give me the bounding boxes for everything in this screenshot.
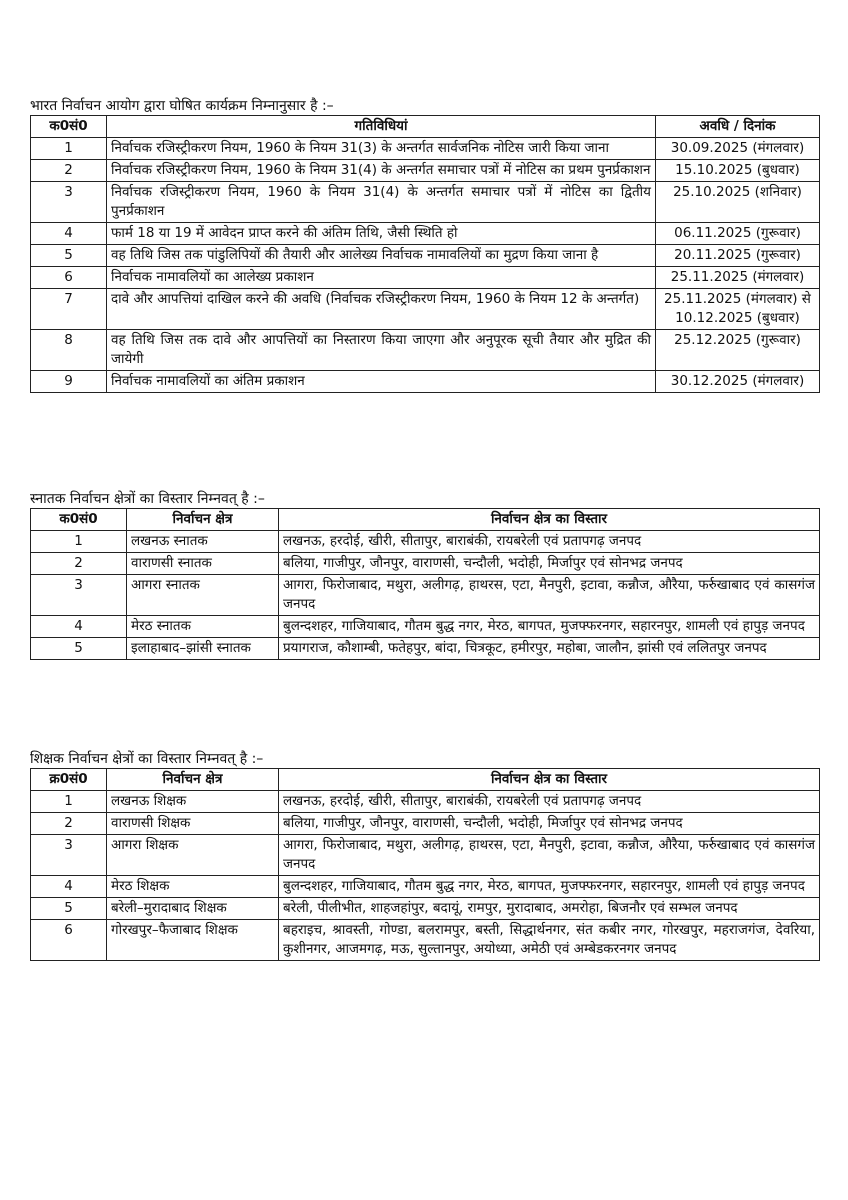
table-row bbox=[31, 138, 820, 160]
graduate-header-row bbox=[31, 509, 820, 531]
table-row bbox=[31, 553, 820, 575]
table-row bbox=[31, 898, 820, 920]
table-row bbox=[31, 223, 820, 245]
constituency-name: आगरा शिक्षक bbox=[107, 835, 279, 876]
constituency-name: लखनऊ शिक्षक bbox=[107, 791, 279, 813]
col-header-extent: निर्वाचन क्षेत्र का विस्तार bbox=[279, 769, 820, 791]
serial-number: 3 bbox=[31, 835, 107, 876]
table-row bbox=[31, 371, 820, 393]
serial-number: 1 bbox=[31, 531, 127, 553]
constituency-extent: बुलन्दशहर, गाजियाबाद, गौतम बुद्ध नगर, मेरठ, बागपत, मुजफ्फरनगर, सहारनपुर, शामली एवं हापुड़ जनपद bbox=[279, 616, 820, 638]
activity-text: निर्वाचक रजिस्ट्रीकरण नियम, 1960 के नियम 31(4) के अन्तर्गत समाचार पत्रों में नोटिस का द्वितीय पुनर्प्रकाशन bbox=[107, 182, 656, 223]
col-header-constituency: निर्वाचन क्षेत्र bbox=[127, 509, 279, 531]
serial-number: 3 bbox=[31, 575, 127, 616]
table-row bbox=[31, 791, 820, 813]
col-header-sno: क0सं0 bbox=[31, 509, 127, 531]
schedule-header-row bbox=[31, 116, 820, 138]
serial-number: 7 bbox=[31, 289, 107, 330]
constituency-name: मेरठ स्नातक bbox=[127, 616, 279, 638]
table-row bbox=[31, 245, 820, 267]
constituency-name: वाराणसी शिक्षक bbox=[107, 813, 279, 835]
activity-text: निर्वाचक रजिस्ट्रीकरण नियम, 1960 के नियम 31(4) के अन्तर्गत समाचार पत्रों में नोटिस का प्रथम पुनर्प्रकाशन bbox=[107, 160, 656, 182]
table-row bbox=[31, 330, 820, 371]
date-value: 20.11.2025 (गुरूवार) bbox=[656, 245, 820, 267]
table-row bbox=[31, 920, 820, 961]
serial-number: 4 bbox=[31, 616, 127, 638]
constituency-name: गोरखपुर–फैजाबाद शिक्षक bbox=[107, 920, 279, 961]
constituency-extent: बुलन्दशहर, गाजियाबाद, गौतम बुद्ध नगर, मेरठ, बागपत, मुजफ्फरनगर, सहारनपुर, शामली एवं हापुड़ जनपद bbox=[279, 876, 820, 898]
table-row bbox=[31, 813, 820, 835]
col-header-extent: निर्वाचन क्षेत्र का विस्तार bbox=[279, 509, 820, 531]
date-value: 25.11.2025 (मंगलवार) bbox=[656, 267, 820, 289]
constituency-name: बरेली–मुरादाबाद शिक्षक bbox=[107, 898, 279, 920]
serial-number: 5 bbox=[31, 638, 127, 660]
table-row bbox=[31, 289, 820, 330]
schedule-table bbox=[30, 115, 820, 393]
constituency-name: वाराणसी स्नातक bbox=[127, 553, 279, 575]
constituency-extent: लखनऊ, हरदोई, खीरी, सीतापुर, बाराबंकी, रायबरेली एवं प्रतापगढ़ जनपद bbox=[279, 531, 820, 553]
table-row bbox=[31, 876, 820, 898]
teacher-header-row bbox=[31, 769, 820, 791]
serial-number: 9 bbox=[31, 371, 107, 393]
teacher-caption: शिक्षक निर्वाचन क्षेत्रों का विस्तार निम्नवत् है :– bbox=[30, 751, 264, 767]
constituency-extent: बरेली, पीलीभीत, शाहजहांपुर, बदायूं, रामपुर, मुरादाबाद, अमरोहा, बिजनौर एवं सम्भल जनपद bbox=[279, 898, 820, 920]
constituency-name: लखनऊ स्नातक bbox=[127, 531, 279, 553]
col-header-date: अवधि / दिनांक bbox=[656, 116, 820, 138]
serial-number: 5 bbox=[31, 245, 107, 267]
date-value: 30.12.2025 (मंगलवार) bbox=[656, 371, 820, 393]
serial-number: 1 bbox=[31, 138, 107, 160]
table-row bbox=[31, 616, 820, 638]
activity-text: निर्वाचक नामावलियों का आलेख्य प्रकाशन bbox=[107, 267, 656, 289]
constituency-extent: बलिया, गाजीपुर, जौनपुर, वाराणसी, चन्दौली, भदोही, मिर्जापुर एवं सोनभद्र जनपद bbox=[279, 553, 820, 575]
col-header-activity: गतिविधियां bbox=[107, 116, 656, 138]
table-row bbox=[31, 531, 820, 553]
constituency-extent: प्रयागराज, कौशाम्बी, फतेहपुर, बांदा, चित्रकूट, हमीरपुर, महोबा, जालौन, झांसी एवं ललितपुर जनपद bbox=[279, 638, 820, 660]
schedule-caption: भारत निर्वाचन आयोग द्वारा घोषित कार्यक्रम निम्नानुसार है :– bbox=[30, 98, 334, 114]
teacher-table bbox=[30, 768, 820, 961]
serial-number: 2 bbox=[31, 813, 107, 835]
date-value: 30.09.2025 (मंगलवार) bbox=[656, 138, 820, 160]
table-row bbox=[31, 267, 820, 289]
date-range-end: 10.12.2025 (बुधवार) bbox=[675, 310, 800, 326]
activity-text: फार्म 18 या 19 में आवेदन प्राप्त करने की अंतिम तिथि, जैसी स्थिति हो bbox=[107, 223, 656, 245]
serial-number: 6 bbox=[31, 267, 107, 289]
date-value: 06.11.2025 (गुरूवार) bbox=[656, 223, 820, 245]
table-row bbox=[31, 575, 820, 616]
constituency-extent: लखनऊ, हरदोई, खीरी, सीतापुर, बाराबंकी, रायबरेली एवं प्रतापगढ़ जनपद bbox=[279, 791, 820, 813]
graduate-caption: स्नातक निर्वाचन क्षेत्रों का विस्तार निम्नवत् है :– bbox=[30, 491, 265, 507]
serial-number: 6 bbox=[31, 920, 107, 961]
graduate-table bbox=[30, 508, 820, 660]
serial-number: 2 bbox=[31, 160, 107, 182]
constituency-extent: बलिया, गाजीपुर, जौनपुर, वाराणसी, चन्दौली, भदोही, मिर्जापुर एवं सोनभद्र जनपद bbox=[279, 813, 820, 835]
activity-text: निर्वाचक रजिस्ट्रीकरण नियम, 1960 के नियम 31(3) के अन्तर्गत सार्वजनिक नोटिस जारी किया जाना bbox=[107, 138, 656, 160]
constituency-extent: आगरा, फिरोजाबाद, मथुरा, अलीगढ़, हाथरस, एटा, मैनपुरी, इटावा, कन्नौज, औरैया, फर्रुखाबाद एवं कासगंज जनपद bbox=[279, 575, 820, 616]
serial-number: 1 bbox=[31, 791, 107, 813]
constituency-extent: आगरा, फिरोजाबाद, मथुरा, अलीगढ़, हाथरस, एटा, मैनपुरी, इटावा, कन्नौज, औरैया, फर्रुखाबाद एवं कासगंज जनपद bbox=[279, 835, 820, 876]
constituency-extent: बहराइच, श्रावस्ती, गोण्डा, बलरामपुर, बस्ती, सिद्धार्थनगर, संत कबीर नगर, गोरखपुर, महराजगंज, देवरिया, कुशीनगर, आजमगढ़, मऊ, सुल्तानपुर, अयोध्या, अमेठी एवं अम्बेडकरनगर जनपद bbox=[279, 920, 820, 961]
serial-number: 5 bbox=[31, 898, 107, 920]
serial-number: 2 bbox=[31, 553, 127, 575]
col-header-sno: क0सं0 bbox=[31, 116, 107, 138]
date-value: 25.12.2025 (गुरूवार) bbox=[656, 330, 820, 371]
graduate-section bbox=[30, 490, 820, 660]
date-value: 15.10.2025 (बुधवार) bbox=[656, 160, 820, 182]
constituency-name: आगरा स्नातक bbox=[127, 575, 279, 616]
date-range-start: 25.11.2025 (मंगलवार) से bbox=[664, 291, 811, 307]
date-value: 25.10.2025 (शनिवार) bbox=[656, 182, 820, 223]
activity-text: निर्वाचक नामावलियों का अंतिम प्रकाशन bbox=[107, 371, 656, 393]
constituency-name: मेरठ शिक्षक bbox=[107, 876, 279, 898]
table-row bbox=[31, 160, 820, 182]
schedule-section bbox=[30, 97, 820, 393]
col-header-sno: क्र0सं0 bbox=[31, 769, 107, 791]
constituency-name: इलाहाबाद–झांसी स्नातक bbox=[127, 638, 279, 660]
serial-number: 8 bbox=[31, 330, 107, 371]
serial-number: 3 bbox=[31, 182, 107, 223]
table-row bbox=[31, 182, 820, 223]
activity-text: दावे और आपत्तियां दाखिल करने की अवधि (निर्वाचक रजिस्ट्रीकरण नियम, 1960 के नियम 12 के अन्तर्गत) bbox=[107, 289, 656, 330]
col-header-constituency: निर्वाचन क्षेत्र bbox=[107, 769, 279, 791]
date-range bbox=[656, 289, 820, 330]
teacher-section bbox=[30, 750, 820, 961]
activity-text: वह तिथि जिस तक पांडुलिपियों की तैयारी और आलेख्य निर्वाचक नामावलियों का मुद्रण किया जाना है bbox=[107, 245, 656, 267]
table-row bbox=[31, 835, 820, 876]
serial-number: 4 bbox=[31, 876, 107, 898]
activity-text: वह तिथि जिस तक दावे और आपत्तियों का निस्तारण किया जाएगा और अनुपूरक सूची तैयार और मुद्रित की जायेगी bbox=[107, 330, 656, 371]
serial-number: 4 bbox=[31, 223, 107, 245]
table-row bbox=[31, 638, 820, 660]
